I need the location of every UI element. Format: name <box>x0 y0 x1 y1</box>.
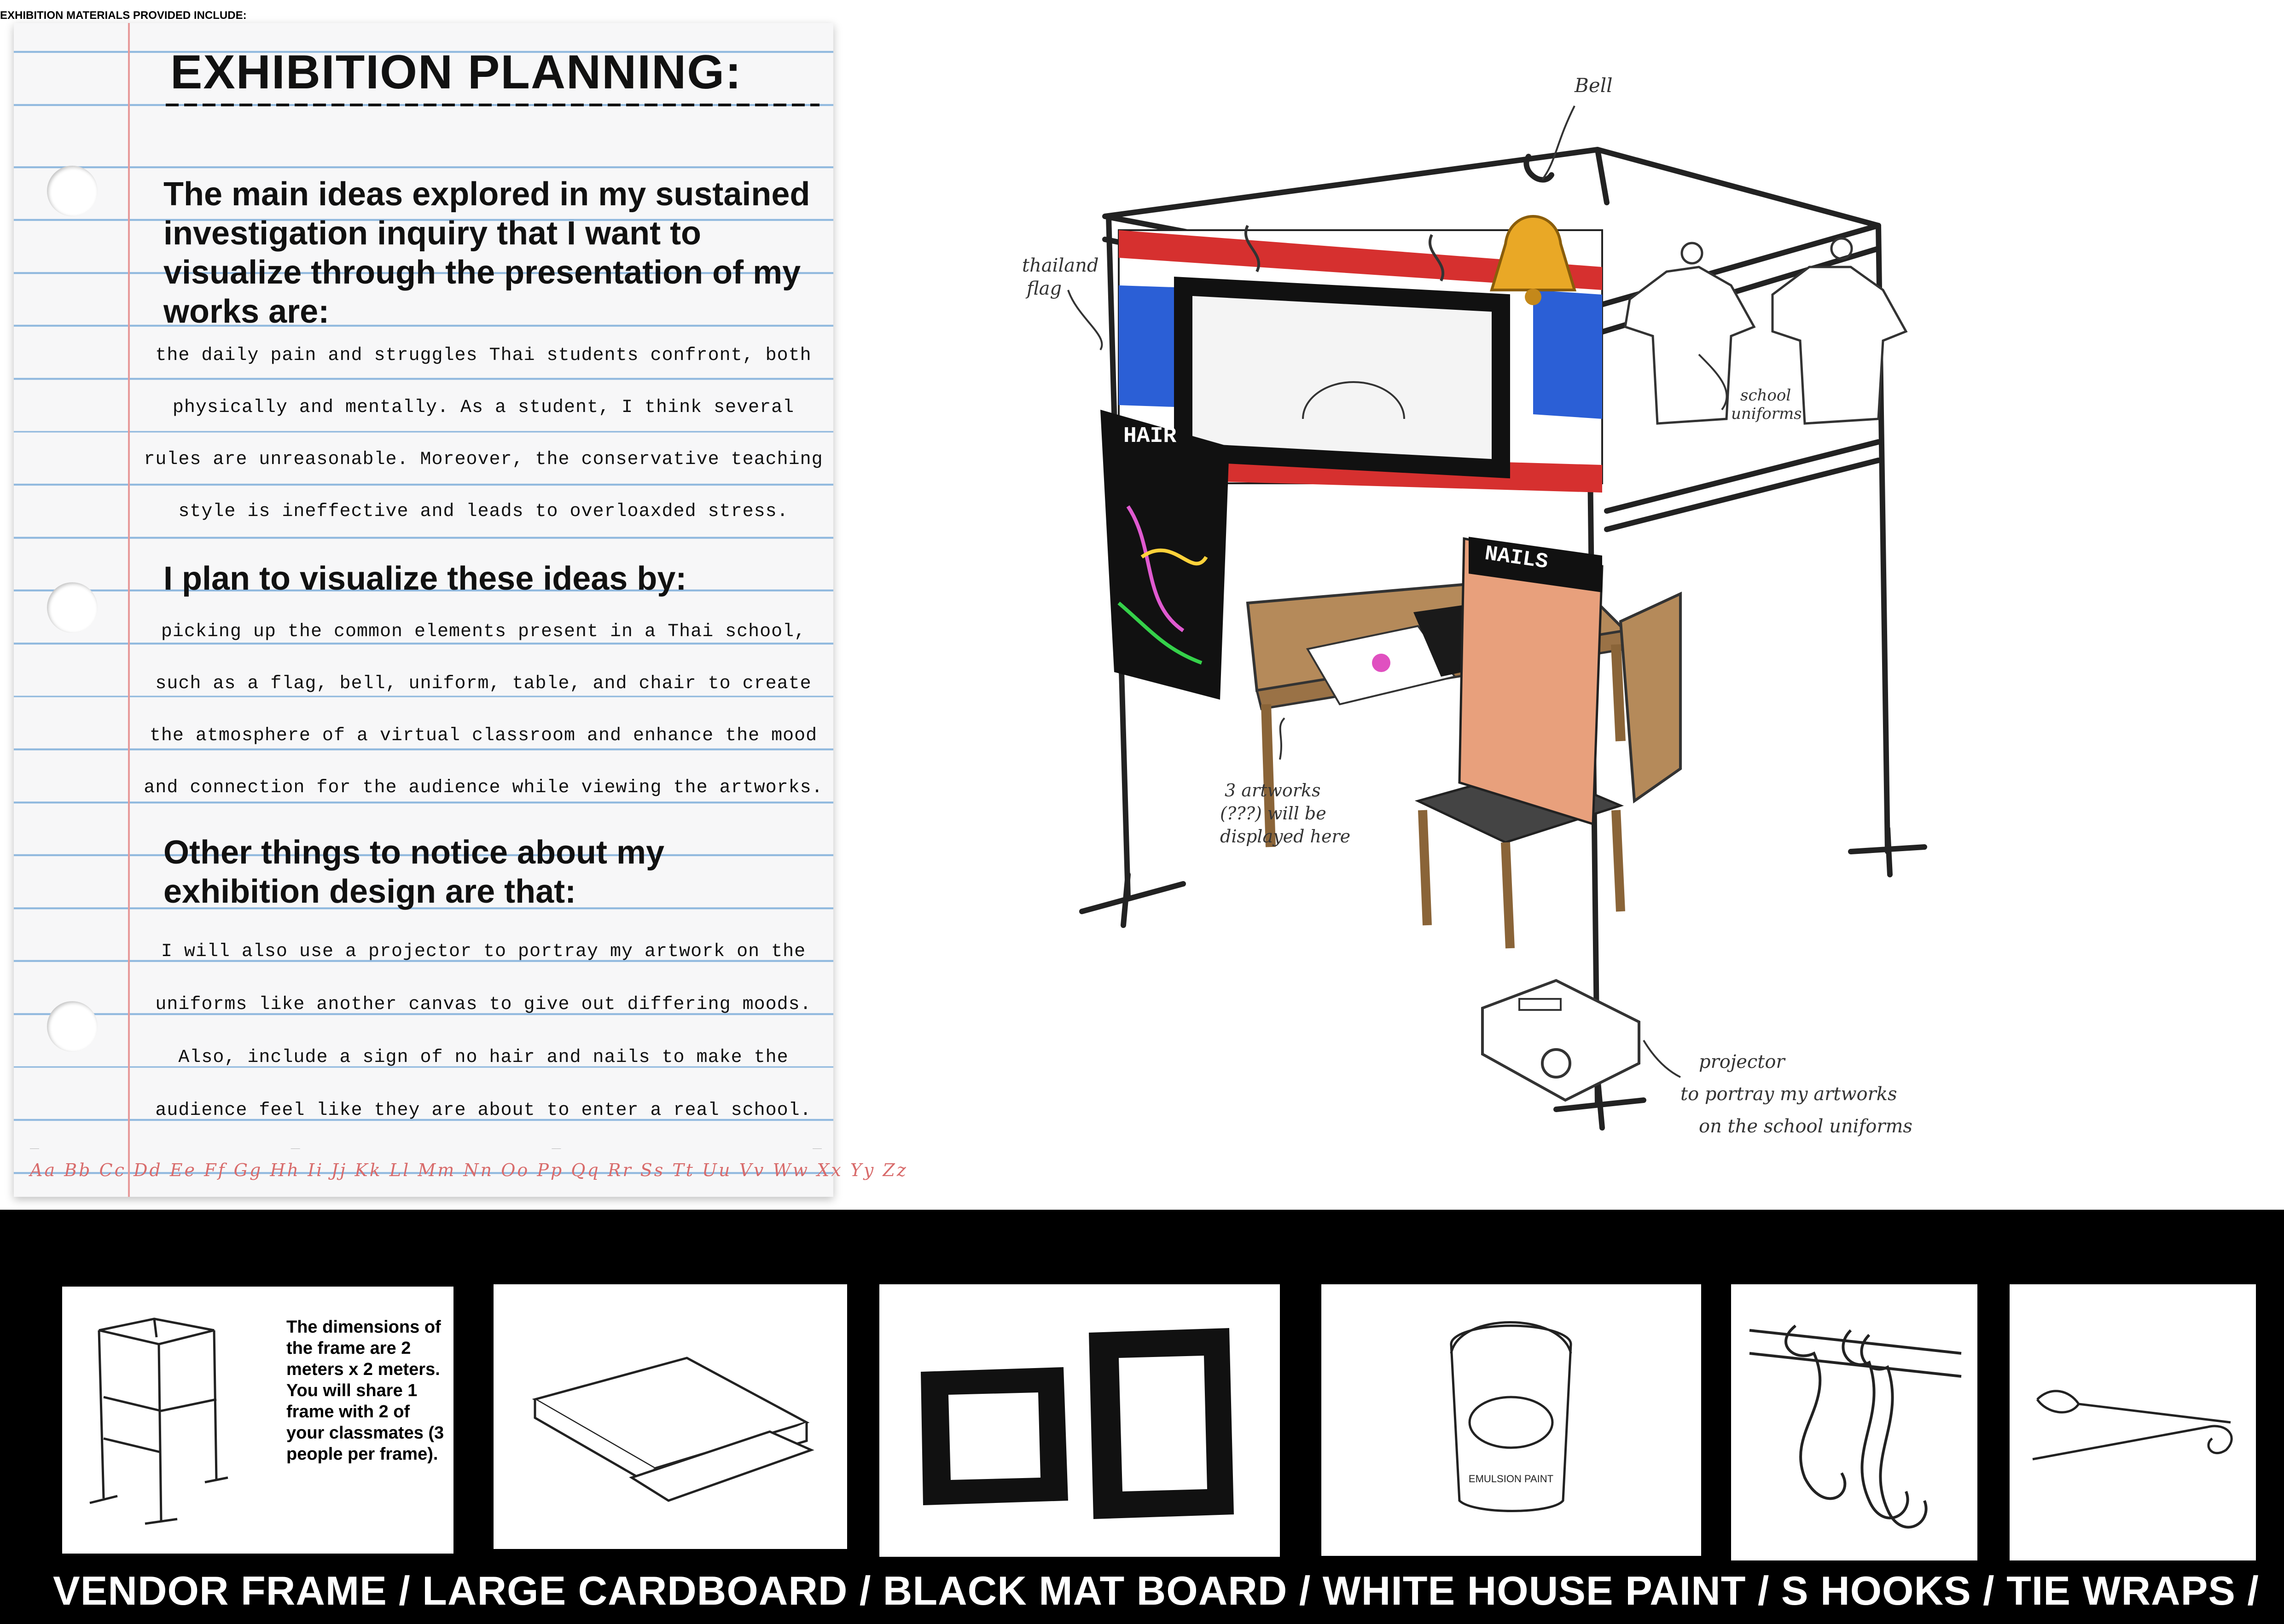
section1-line: style is ineffective and leads to overloaxded stress. <box>178 501 789 522</box>
frame-mid-rail <box>1607 442 1878 511</box>
projector-annotation: on the school uniforms <box>1699 1115 1912 1137</box>
projector-annotation: to portray my artworks <box>1680 1083 1897 1105</box>
paper-fineprint <box>30 1146 822 1152</box>
bell-annotation: Bell <box>1575 74 1613 97</box>
materials-list-label: VENDOR FRAME / LARGE CARDBOARD / BLACK MAT BOARD / WHITE HOUSE PAINT / S HOOKS / TIE WRAPS / <box>53 1567 2259 1613</box>
vendor-frame-icon <box>62 1287 265 1554</box>
s-hooks-panel <box>1731 1284 1977 1560</box>
cardboard-icon <box>494 1284 847 1549</box>
frame-dimensions-note: The dimensions of the frame are 2 meters x 2 meters. You will share 1 frame with 2 of your classmates (3 people per frame). <box>286 1317 444 1464</box>
section3-line: audience feel like they are about to enter a real school. <box>155 1100 812 1121</box>
frame-mid-rail <box>1607 460 1878 529</box>
paint-bucket-label: EMULSION PAINT <box>1468 1473 1554 1485</box>
binder-hole <box>47 166 98 216</box>
fineprint-mark: —— <box>812 1146 822 1151</box>
paint-bucket-icon <box>1321 1284 1701 1556</box>
section1-line: the daily pain and struggles Thai students confront, both <box>155 345 812 366</box>
binder-hole <box>47 582 98 633</box>
uniforms-annotation: uniforms <box>1731 404 1802 423</box>
section1-line: rules are unreasonable. Moreover, the conservative teaching <box>144 449 823 470</box>
paper-margin-line <box>128 23 130 1197</box>
no-hair-sign-text: HAIR <box>1123 423 1177 449</box>
frame-post <box>1598 150 1607 203</box>
flag-annotation: thailand <box>1022 255 1099 276</box>
fineprint-mark: —— <box>291 1146 300 1151</box>
cursive-alphabet-strip: Aa Bb Cc Dd Ee Ff Gg Hh Ii Jj Kk Ll Mm Nn Oo Pp Qq Rr Ss Tt Uu Vv Ww Xx Yy Zz <box>30 1160 908 1180</box>
school-uniform-icon <box>1625 243 1754 423</box>
no-nails-sign <box>1459 537 1602 824</box>
artworks-annotation: 3 artworks <box>1225 780 1321 800</box>
flag-annotation: flag <box>1027 278 1062 299</box>
mat-board-icon <box>879 1284 1280 1557</box>
no-nails-sign-text: NAILS <box>1483 541 1550 574</box>
artworks-annotation: (???) will be <box>1220 803 1326 824</box>
tie-wraps-panel <box>2010 1284 2256 1560</box>
section2-heading: I plan to visualize these ideas by: <box>163 560 687 597</box>
section2-line: the atmosphere of a virtual classroom and enhance the mood <box>149 725 818 746</box>
tie-wrap-icon <box>2010 1284 2256 1560</box>
projector-annotation: projector <box>1699 1051 1785 1073</box>
artworks-annotation: displayed here <box>1220 826 1351 847</box>
section2-line: picking up the common elements present in a Thai school, <box>161 621 806 642</box>
planning-paper <box>14 23 908 1197</box>
exhibition-booth-sketch <box>990 51 2049 1169</box>
fineprint-mark: —— <box>552 1146 561 1151</box>
section2-line: such as a flag, bell, uniform, table, and chair to create <box>155 673 812 694</box>
frame-foot <box>1082 875 1183 925</box>
title-dash-divider <box>166 104 819 106</box>
school-uniform-icon <box>1773 238 1906 423</box>
uniforms-annotation: school <box>1740 386 1791 405</box>
section1-heading: The main ideas explored in my sustained investigation inquiry that I want to visualize through the presentation of my works are: <box>163 175 810 330</box>
section1-line: physically and mentally. As a student, I think several <box>172 397 795 418</box>
planning-title: EXHIBITION PLANNING: <box>170 45 742 99</box>
frame-foot <box>1851 829 1924 875</box>
section3-line: uniforms like another canvas to give out differing moods. <box>155 994 812 1015</box>
section3-line: I will also use a projector to portray my artwork on the <box>161 941 806 962</box>
fineprint-mark: —— <box>30 1146 39 1151</box>
white-house-paint-panel <box>1321 1284 1701 1556</box>
projector-icon <box>1482 980 1639 1100</box>
black-mat-board-panel <box>879 1284 1280 1557</box>
materials-title: EXHIBITION MATERIALS PROVIDED INCLUDE: <box>0 9 247 22</box>
binder-hole <box>47 1001 98 1052</box>
cardboard-panel <box>494 1284 847 1549</box>
section3-line: Also, include a sign of no hair and nails to make the <box>178 1047 789 1068</box>
section2-line: and connection for the audience while viewing the artworks. <box>144 777 823 798</box>
no-hair-sign <box>1100 410 1229 700</box>
s-hook-icon <box>1731 1284 1977 1560</box>
section3-heading: Other things to notice about my exhibition design are that: <box>163 834 665 910</box>
